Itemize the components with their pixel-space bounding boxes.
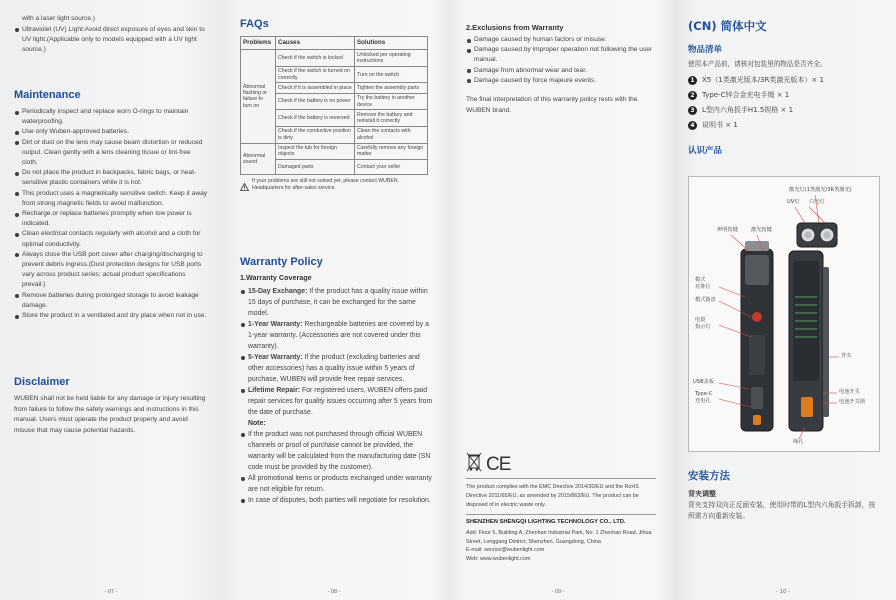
label-battery-switch: 电池开关 [839, 389, 860, 395]
packing-item-text: L型内六角扳手H1.5规格 × 1 [702, 105, 794, 114]
faq-cause: Inspect the tub for foreign objects [276, 143, 355, 160]
exclusions-heading: 2.Exclusions from Warranty [466, 23, 564, 32]
faq-cause: Check if the battery is no power [276, 93, 355, 110]
intro-bullet-tail: with a laser light source.) [22, 15, 95, 22]
list-item: Use only Wuben-approved batteries. [14, 127, 208, 137]
label-usb-cover: USB盖板 [693, 379, 715, 385]
faq-problem-sound: Abnormal sound [241, 143, 276, 175]
company-web: Web: www.wubenlight.com [466, 555, 531, 562]
coverage-text: For registered users, WUBEN offers paid repair services for quality issues occurring after 5 years from the date of purchase. [248, 387, 433, 416]
list-item: Dirt or dust on the lens may cause beam distortion or reduced output. Clean gently with a lens cleaning tissue or lint-free cloth. [14, 138, 208, 169]
note-list [240, 429, 436, 506]
packing-item-text: 说明书 × 1 [702, 120, 738, 129]
label-laser-button: 激光按键 [751, 227, 772, 233]
label-white: 白光灯 [809, 199, 825, 205]
list-item: All promotional items or products exchanged under warranty are not eligible for return. [240, 473, 436, 495]
packing-intro: 使用本产品前，请核对包装里的物品是否齐全。 [688, 60, 827, 68]
faq-solution: Clean the contacts with alcohol [355, 126, 428, 143]
faq-cause: Damaged parts [276, 160, 355, 175]
faq-cause: Check if the switch is locked [276, 50, 355, 67]
final-interpretation: The final interpretation of this warranty policy rests with the WUBEN brand. [466, 96, 638, 114]
list-item: Always close the USB port cover after charging/discharging to prevent debris ingress.(Dust protection designs for USB ports vary across product series; actual product specifications prevail.) [14, 250, 208, 291]
faq-problem-flashing: Abnormal flashing or failure to turn on [241, 50, 276, 143]
cn-heading: (CN) 简体中文 [688, 19, 767, 33]
packing-item-text: X5（1类激光版本/3R类激光版本）× 1 [702, 75, 824, 84]
list-item [240, 319, 436, 352]
warranty-heading: Warranty Policy [240, 256, 323, 268]
list-item [240, 286, 436, 319]
faq-cause: Check if the conductive position is dirty [276, 126, 355, 143]
uv-warning-item: Ultraviolet (UV) Light:Avoid direct exposure of eyes and skin to UV light.(Applicable only to models equipped with a UV light source.) [14, 25, 208, 56]
faq-cause: Check if it is assembled in place [276, 83, 355, 93]
ce-mark: CE [486, 453, 511, 475]
label-mode-indicator: 模式 对准位 [695, 277, 711, 290]
label-side-button: 辨明按键 [717, 227, 738, 233]
table-row [241, 143, 428, 160]
number-badge: 1 [688, 76, 697, 85]
page-number: - 08 - [327, 589, 341, 595]
faq-solution: Carefully remove any foreign matter [355, 143, 428, 160]
coverage-lead: 15-Day Exchange: [248, 288, 308, 295]
coverage-lead: 1-Year Warranty: [248, 321, 303, 328]
page-07 [0, 0, 222, 600]
maintenance-heading: Maintenance [14, 89, 81, 101]
maintenance-list [14, 107, 208, 321]
packing-heading: 物品清单 [688, 45, 723, 55]
list-item: In case of disputes, both parties will negotiate for resolution. [240, 495, 436, 506]
label-uv: UV灯 [787, 199, 800, 205]
number-badge: 3 [688, 106, 697, 115]
faq-header-solutions: Solutions [355, 37, 428, 50]
list-item [688, 104, 880, 117]
clip-adjust-text: 背夹支持双向正反面安装，使用时带的L型内六角扳手拆卸，按所需方向重新安装。 [688, 501, 876, 520]
page-08 [222, 0, 446, 600]
packing-item-text: Type-C锌合金充电手绳 × 1 [702, 90, 790, 99]
exclusions-list [466, 35, 656, 86]
warning-icon [240, 178, 249, 196]
label-laser: 激光灯(1类激光/3R类激光) [789, 187, 852, 193]
company-email: E-mail: service@wubenlight.com [466, 547, 545, 554]
company-name: SHENZHEN SHENGQI LIGHTING TECHNOLOGY CO., LTD. [466, 519, 626, 525]
label-power-indicator: 电量 指示灯 [695, 317, 711, 330]
list-item: Periodically inspect and replace worn O-rings to maintain waterproofing. [14, 107, 208, 127]
clip-adjust-heading: 背夹调整 [688, 490, 716, 498]
list-item [688, 74, 880, 87]
flashlight-illustration [689, 177, 879, 451]
page-number: - 07 - [104, 589, 118, 595]
faq-solution: Tighten the assembly parts [355, 83, 428, 93]
faq-table [240, 36, 428, 175]
list-item [240, 385, 436, 418]
table-row [241, 50, 428, 67]
product-diagram [688, 176, 880, 452]
list-item: Damage caused by force majeure events. [466, 76, 656, 86]
faq-solution: Unlocked per operating instructions [355, 50, 428, 67]
know-product-heading: 认识产品 [688, 145, 723, 156]
coverage-text: Rechargeable batteries are covered by a 1-year warranty. (Accessories are not covered under this warranty). [248, 321, 429, 350]
coverage-list [240, 286, 436, 418]
uv-warning [14, 25, 208, 56]
list-item: Damage caused by human factors or misuse. [466, 35, 656, 45]
disclaimer-text: WUBEN shall not be held liable for any damage or injury resulting from failure to follow the safety warnings and instructions in this manual. Users must operate the product properly and avoid misuse that may cause potential hazards. [14, 395, 206, 434]
coverage-text: If the product has a quality issue within 15 days of purchase, it can be exchanged for the same model. [248, 288, 428, 317]
faq-solution: Try the battery in another device [355, 93, 428, 110]
coverage-text: If the product (excluding batteries and other accessories) has a quality issue within 5 years of purchase, WUBEN will provide free repair services. [248, 354, 420, 383]
faq-header-causes: Causes [276, 37, 355, 50]
label-back-clip: 背夹 [841, 353, 852, 359]
list-item: Damage from abnormal wear and tear. [466, 66, 656, 76]
faq-cause: Check if the switch is turned on correctly [276, 66, 355, 83]
install-heading: 安装方法 [688, 470, 730, 482]
faq-solution: Turn on the switch [355, 66, 428, 83]
list-item: Clean electrical contacts regularly with alcohol and a cloth for optimal conductivity. [14, 229, 208, 249]
faq-solution: Contact your seller [355, 160, 428, 175]
list-item: Damage caused by improper operation not following the user manual. [466, 45, 656, 65]
faq-heading: FAQs [240, 18, 269, 30]
compliance-text: The product complies with the EMC Directive 2014/30/EU and the RoHS Directive 2011/65/EU, as amended by 2015/863/EU. The product can be disposed of in electric waste only. [466, 484, 639, 508]
disclaimer-heading: Disclaimer [14, 376, 70, 388]
number-badge: 2 [688, 91, 697, 100]
number-badge: 4 [688, 121, 697, 130]
list-item: Do not place the product in backpacks, fabric bags, or heat-sensitive plastic containers while it is hot. [14, 168, 208, 188]
label-battery-lock: 电池开关锁 [839, 399, 865, 405]
page-09 [446, 0, 670, 600]
faq-note-text: If your problems are still not solved yet, please contact WUBEN Headquarters for after-sales service. [252, 178, 398, 191]
label-mode-switch: 模式拨盘 [695, 297, 716, 303]
page-10 [670, 0, 896, 600]
coverage-lead: Lifetime Repair: [248, 387, 301, 394]
list-item [688, 89, 880, 102]
list-item [240, 352, 436, 385]
faq-header-problems: Problems [241, 37, 276, 50]
list-item: Recharge or replace batteries promptly when low power is indicated. [14, 209, 208, 229]
weee-bin-icon [466, 452, 482, 477]
label-lanyard-hole: 绳孔 [793, 439, 804, 445]
label-typec-port: Type-C 充电孔 [695, 391, 713, 404]
list-item: This product uses a magnetically sensitive switch. Keep it away from strong magnetic fields to avoid malfunction. [14, 189, 208, 209]
faq-solution: Remove the battery and reinstall it correctly [355, 110, 428, 127]
coverage-heading: 1.Warranty Coverage [240, 273, 312, 282]
faq-cause: Check if the battery is reversed [276, 110, 355, 127]
list-item: If the product was not purchased through official WUBEN channels or proof of purchase cannot be provided, the warranty will be calculated from the manufacturing date (SN code must be provided by the customer). [240, 429, 436, 473]
compliance-marks [466, 452, 656, 477]
faq-note [240, 178, 424, 196]
note-label: Note: [248, 420, 266, 427]
page-number: - 10 - [775, 589, 791, 595]
list-item: Store the product in a ventilated and dry place when not in use. [14, 311, 208, 321]
coverage-lead: 5-Year Warranty: [248, 354, 303, 361]
list-item [688, 119, 880, 132]
company-address: Add: Floor 5, Building A, Zhenhan Industrial Park, No. 1 Zhenhan Road, Jihua Street, Longgang District, Shenzhen, Guangdong, China [466, 530, 652, 545]
page-number: - 09 - [551, 589, 565, 595]
list-item: Remove batteries during prolonged storage to avoid leakage damage. [14, 291, 208, 311]
